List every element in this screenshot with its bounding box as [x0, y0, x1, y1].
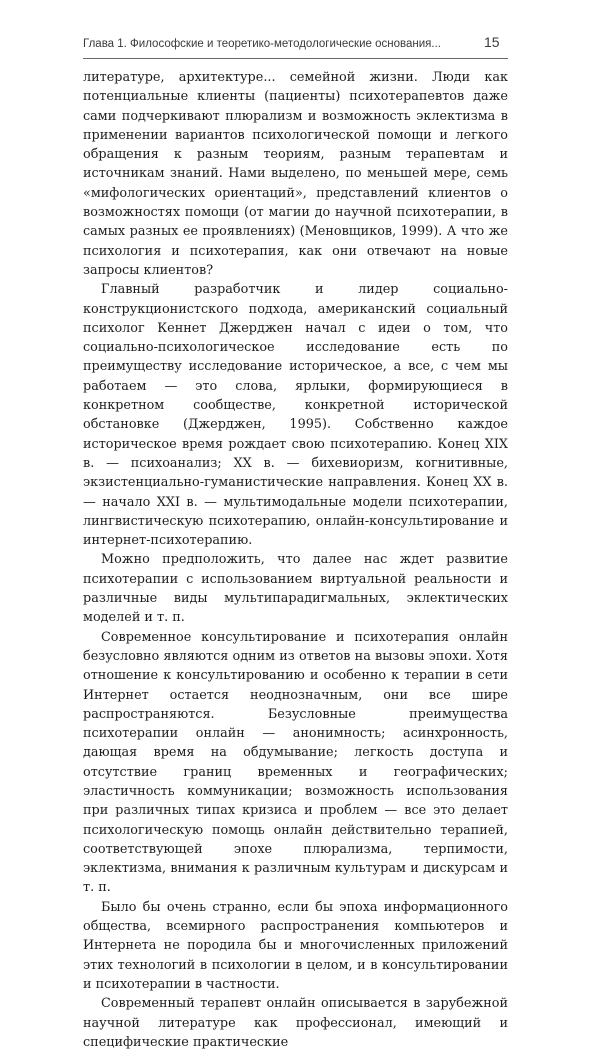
running-title: Глава 1. Философские и теоретико-методологические основания...	[83, 38, 441, 50]
paragraph-virtual-reality: Можно предположить, что далее нас ждет развитие психотерапии с использованием виртуальной реальности и различные виды мультипарадигмальных, эклектических моделей и т. п.	[83, 552, 508, 626]
paragraph-online-counseling: Современное консультирование и психотерапия онлайн безусловно являются одним из ответов на вызовы эпохи. Хотя отношение к консультированию и особенно к терапии в сети Интернет остается неоднозначным, они все шире распространяются. Безусловные преимущества психотерапии онлайн — анонимность; асинхронность, дающая время на обдумывание; легкость доступа и отсутствие границ временных и географических; эластичность коммуникации; возможность использования при различных типах кризиса и проблем — все это делает психологическую помощь онлайн действительно терапией, соответствующей эпохе плюрализма, терпимости, эклектизма, внимания к различным культурам и дискурсам и т. п.	[83, 629, 508, 896]
page-number: 15	[484, 34, 500, 50]
running-head	[83, 36, 508, 59]
paragraph-online-therapist: Современный терапевт онлайн описывается в зарубежной научной литературе как профессионал, имеющий и специфические практические	[83, 996, 508, 1050]
paragraph-gergen: Главный разработчик и лидер социально-конструкционистского подхода, американский социальный психолог Кеннет Джерджен начал с идеи о том, что социально-психологическое исследование есть по преимуществу исследование историческое, а все, с чем мы работаем — это слова, ярлыки, формирующиеся в конкретном сообществе, конкретной исторической обстановке (Джерджен, 1995). Собственно каждое историческое время рождает свою психотерапию. Конец XIX в. — психоанализ; XX в. — бихевиоризм, когнитивные, экзистенциально-гуманистические направления. Конец XX в. — начало XXI в. — мультимодальные модели психотерапии, лингвистическую психотерапию, онлайн-консультирование и интернет-психотерапию.	[83, 282, 508, 549]
paragraph-information-society: Было бы очень странно, если бы эпоха информационного общества, всемирного распространения компьютеров и Интернета не породила бы и многочисленных приложений этих технологий в психологии в целом, и в консультировании и психотерапии в частности.	[83, 899, 508, 992]
body-text	[83, 68, 508, 1052]
paragraph-continuation: литературе, архитектуре... семейной жизни. Люди как потенциальные клиенты (пациенты) психотерапевтов даже сами подчеркивают плюрализм и возможность эклектизма в применении вариантов психологической помощи и легкого обращения к разным теориям, разным терапевтам и источникам знаний. Нами выделено, по меньшей мере, семь «мифологических ориентаций», представлений клиентов о возможностях помощи (от магии до научной психотерапии, в самых разных ее проявлениях) (Меновщиков, 1999). А что же психология и психотерапия, как они отвечают на новые запросы клиентов?	[83, 70, 508, 278]
